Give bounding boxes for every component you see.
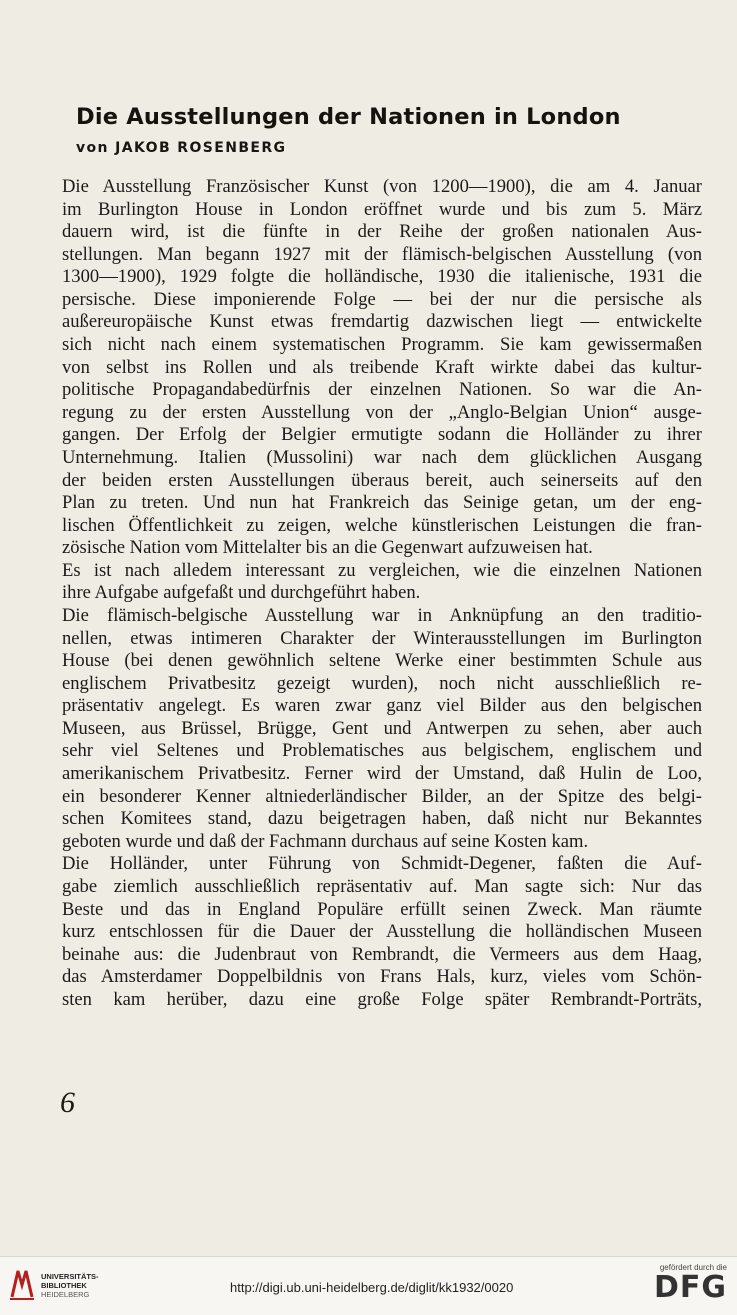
library-name [41, 1272, 99, 1299]
text-line: von selbst ins Rollen und als treibende Kraft wirkte dabei das kultur- [62, 356, 702, 378]
text-line: House (bei denen gewöhnlich seltene Werke einer bestimmten Schule aus [62, 650, 702, 672]
text-line: geboten wurde und daß der Fachmann durchaus auf seine Kosten kam. [62, 830, 589, 852]
permalink-url[interactable]: http://digi.ub.uni-heidelberg.de/diglit/kk1932/0020 [230, 1280, 514, 1295]
text-line: Unternehmung. Italien (Mussolini) war nach dem glücklichen Ausgang [62, 446, 702, 468]
dfg-wordmark: DFG [653, 1270, 727, 1305]
text-line: Plan zu treten. Und nun hat Frankreich das Seinige getan, um der eng- [62, 492, 702, 514]
text-line: Museen, aus Brüssel, Brügge, Gent und Antwerpen zu sehen, aber auch [62, 717, 702, 739]
funding-text: gefördert durch die [659, 1263, 727, 1272]
text-line: stellungen. Man begann 1927 mit der flämisch-belgischen Ausstellung (von [62, 243, 702, 265]
text-line: Die Holländer, unter Führung von Schmidt-Degener, faßten die Auf- [62, 853, 702, 875]
text-line: amerikanischem Privatbesitz. Ferner wird der Umstand, daß Hulin de Loo, [62, 763, 702, 785]
text-line: Die flämisch-belgische Ausstellung war in Anknüpfung an den traditio- [62, 604, 702, 626]
text-line: Die Ausstellung Französischer Kunst (von 1200—1900), die am 4. Januar [62, 176, 702, 197]
text-line: 1300—1900), 1929 folgte die holländische, 1930 die italienische, 1931 die [62, 266, 702, 288]
library-name-line2: BIBLIOTHEK [41, 1281, 87, 1290]
article-byline: von JAKOB ROSENBERG [76, 140, 287, 156]
text-line: im Burlington House in London eröffnet wurde und bis zum 5. März [62, 198, 702, 220]
text-line: Es ist nach alledem interessant zu vergleichen, wie die einzelnen Nationen [62, 559, 702, 581]
text-line: dauern wird, ist die fünfte in der Reihe der großen nationalen Aus- [62, 221, 702, 243]
text-line: beinahe aus: die Judenbraut von Rembrandt, die Vermeers aus dem Haag, [62, 943, 702, 965]
text-line: sehr viel Seltenes und Problematisches aus belgischem, englischem und [62, 740, 702, 762]
library-name-line1: UNIVERSITÄTS- [41, 1272, 99, 1281]
article-body [62, 176, 702, 1011]
article-title: Die Ausstellungen der Nationen in London [76, 104, 621, 130]
text-line: zösische Nation vom Mittelalter bis an die Gegenwart aufzuweisen hat. [62, 537, 593, 559]
text-line: sten kam herüber, dazu eine große Folge später Rembrandt-Porträts, [62, 988, 702, 1010]
text-line: persische. Diese imponierende Folge — bei der nur die persische als [62, 288, 702, 310]
text-line: gabe ziemlich ausschließlich repräsentativ auf. Man sagte sich: Nur das [62, 875, 702, 897]
page-number: 6 [60, 1086, 75, 1119]
text-line: Beste und das in England Populäre erfüllt seinen Zweck. Man räumte [62, 898, 702, 920]
text-line: kurz entschlossen für die Dauer der Ausstellung die holländischen Museen [62, 921, 702, 943]
viewer-footer [0, 1256, 737, 1315]
text-line: englischem Privatbesitz gezeigt wurden), noch nicht ausschließlich re- [62, 672, 702, 694]
text-line: ihre Aufgabe aufgefaßt und durchgeführt haben. [62, 582, 421, 604]
library-name-line3: HEIDELBERG [41, 1290, 90, 1299]
text-line: schen Komitees stand, dazu beigetragen haben, daß nicht nur Bekanntes [62, 808, 702, 830]
text-line: außereuropäische Kunst etwas fremdartig dazwischen liegt — entwickelte [62, 311, 702, 333]
text-line: präsentativ angelegt. Es waren zwar ganz viel Bilder aus den belgischen [62, 695, 702, 717]
text-line: sich nicht nach einem systematischen Programm. Sie kam gewissermaßen [62, 334, 702, 356]
dfg-logo[interactable] [637, 1263, 727, 1304]
library-logo[interactable] [8, 1267, 138, 1307]
library-seal-icon [8, 1267, 36, 1301]
text-line: ein besonderer Kenner altniederländischer Bilder, an der Spitze des belgi- [62, 785, 702, 807]
text-line: das Amsterdamer Doppelbildnis von Frans Hals, kurz, vieles vom Schön- [62, 966, 702, 988]
text-line: politische Propagandabedürfnis der einzelnen Nationen. So war die An- [62, 379, 702, 401]
text-line: lischen Öffentlichkeit zu zeigen, welche künstlerischen Leistungen die fran- [62, 514, 702, 536]
text-line: gangen. Der Erfolg der Belgier ermutigte sodann die Holländer zu ihrer [62, 424, 702, 446]
text-line: der beiden ersten Ausstellungen überaus bereit, auch seinerseits auf den [62, 469, 702, 491]
text-line: nellen, etwas intimeren Charakter der Winterausstellungen im Burlington [62, 627, 702, 649]
text-line: regung zu der ersten Ausstellung von der „Anglo-Belgian Union“ ausge- [62, 401, 702, 423]
